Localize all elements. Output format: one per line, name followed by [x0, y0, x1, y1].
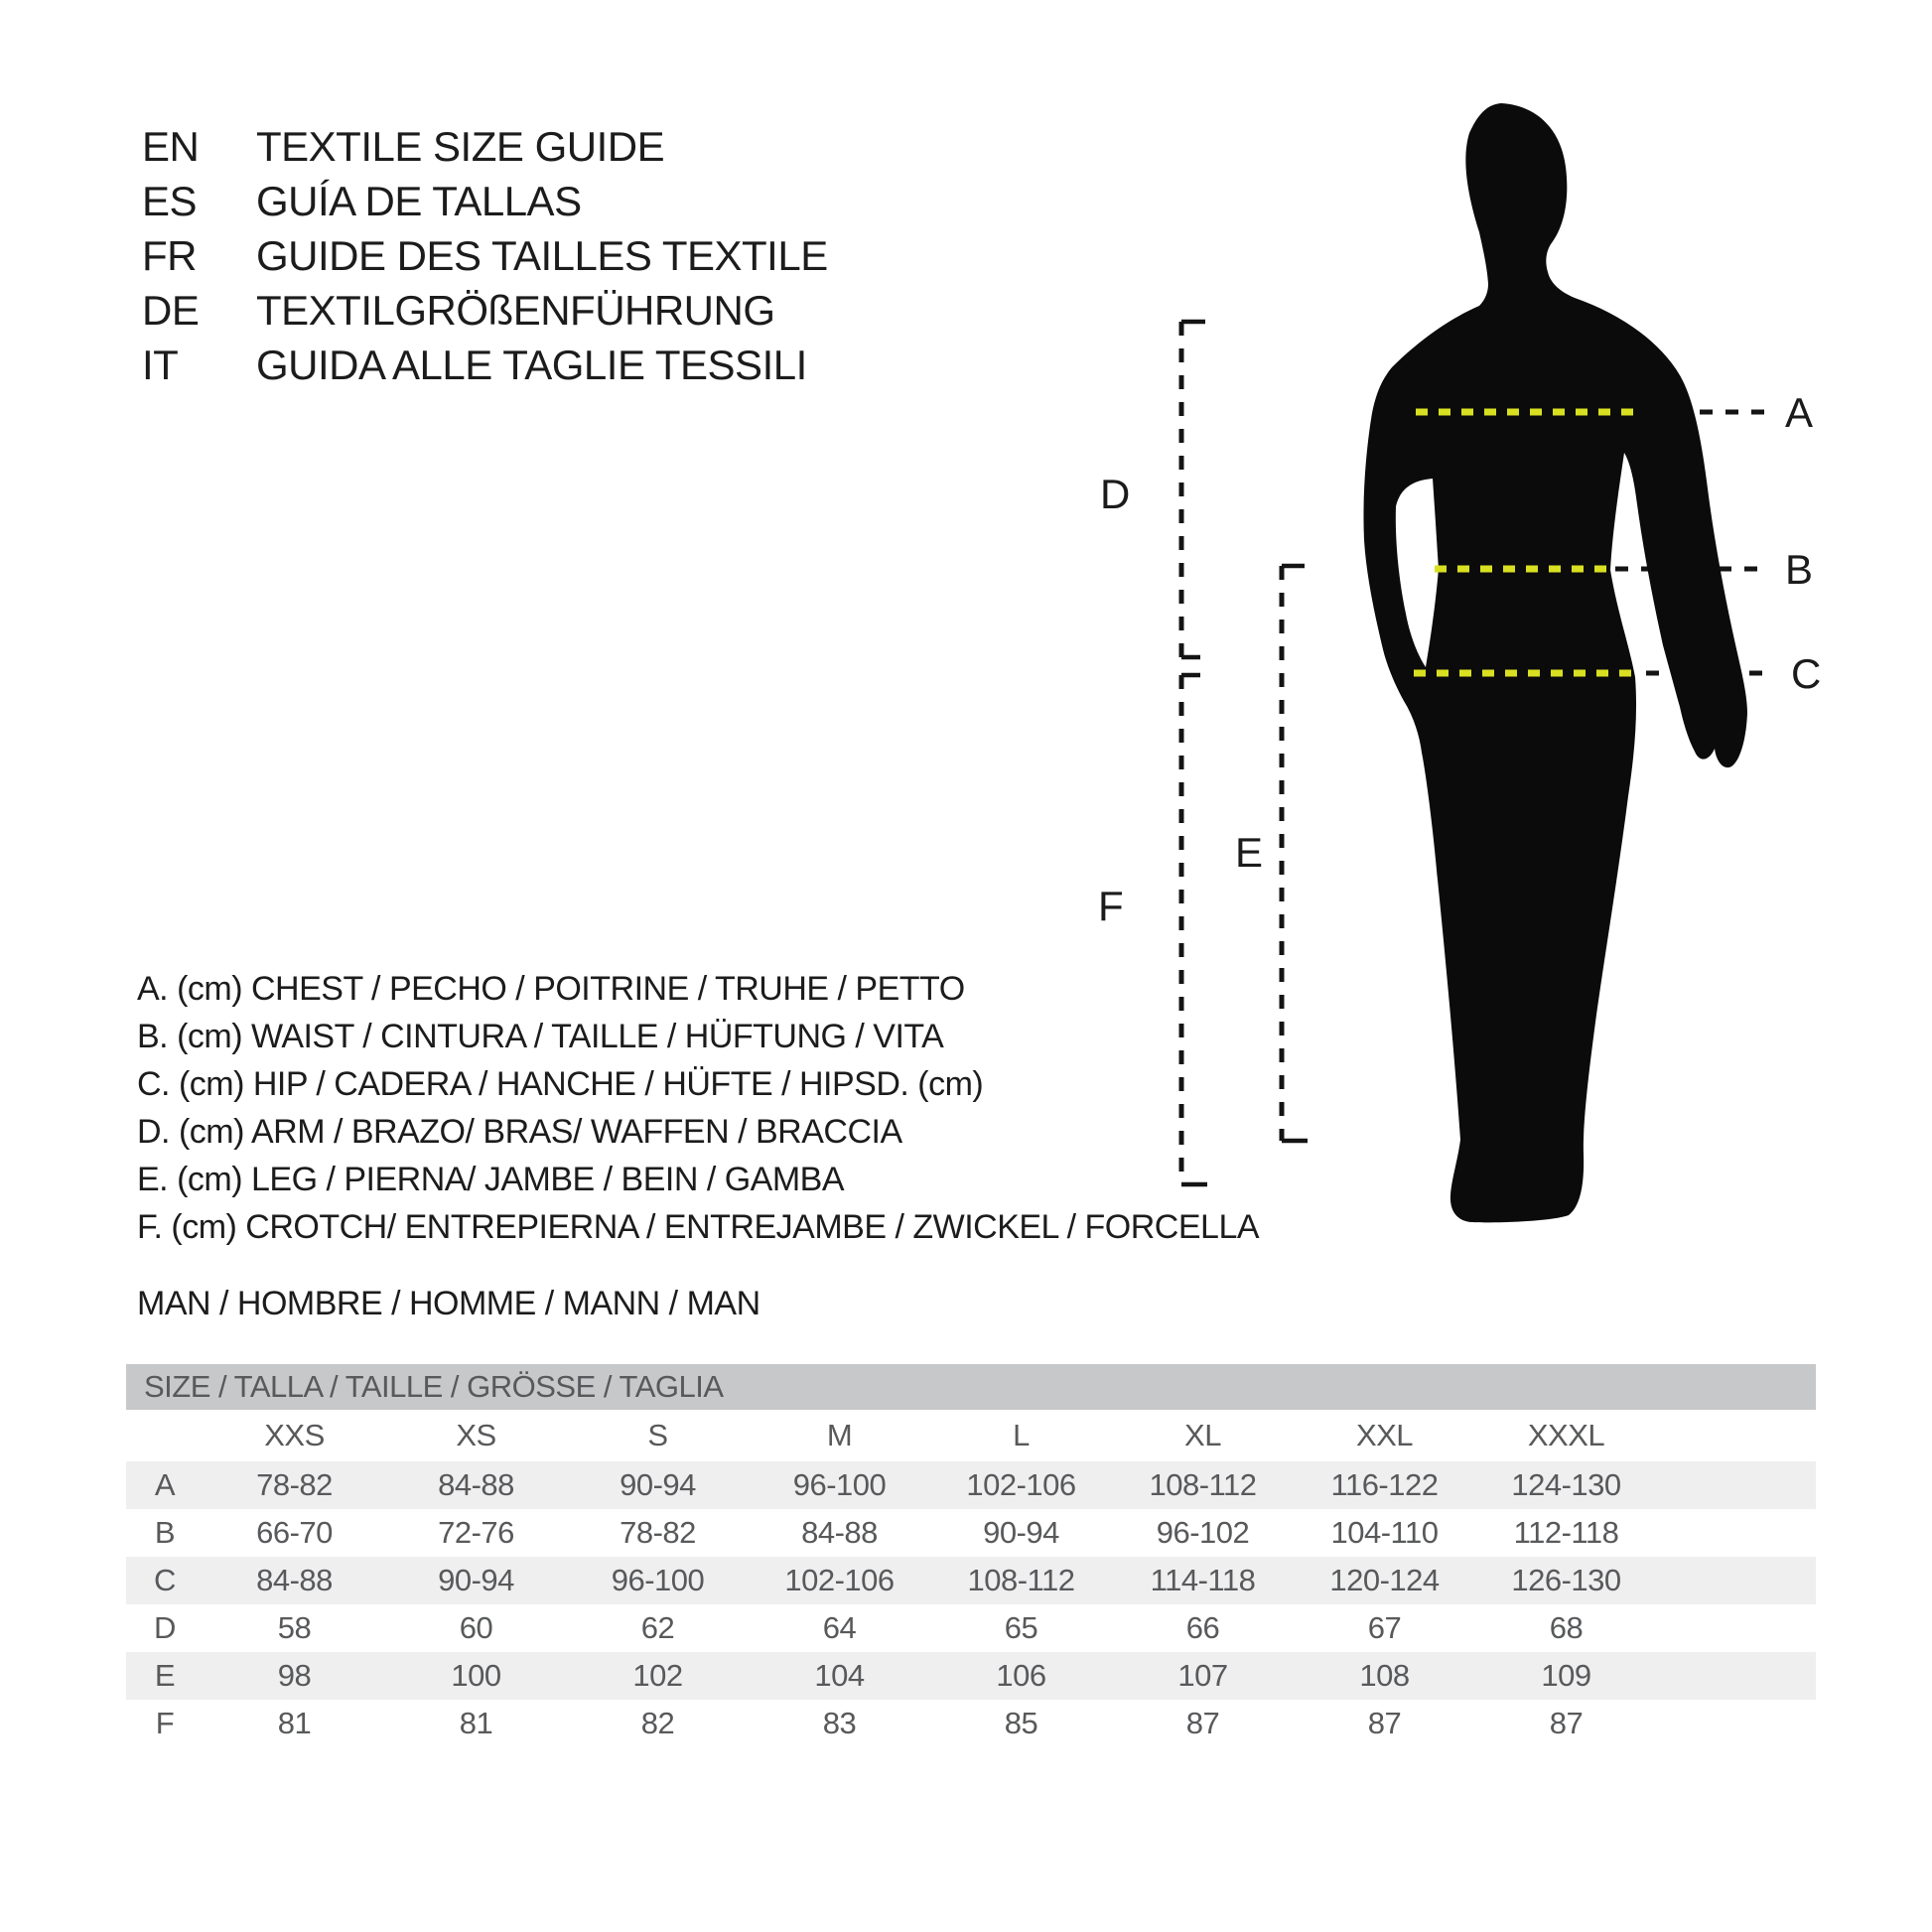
size-cell: 96-100	[611, 1563, 705, 1597]
size-cell: 102-106	[966, 1467, 1076, 1502]
size-table-title: SIZE / TALLA / TAILLE / GRÖSSE / TAGLIA	[144, 1369, 724, 1404]
size-cell: 66-70	[256, 1515, 333, 1550]
size-cell: 87	[1185, 1706, 1220, 1740]
table-row-leg	[126, 1652, 1816, 1700]
size-table-header-band	[126, 1364, 1816, 1410]
measurement-line-c: C. (cm) HIP / CADERA / HANCHE / HÜFTE / HIPSD. (cm)	[137, 1064, 984, 1103]
table-row-hip	[126, 1557, 1816, 1604]
size-cell: 84-88	[438, 1467, 514, 1502]
size-cell: 58	[277, 1610, 312, 1645]
spacer-cell	[1657, 1509, 1816, 1557]
size-cell: 68	[1549, 1610, 1584, 1645]
corner-cell	[126, 1410, 204, 1461]
size-cell: 90-94	[620, 1467, 696, 1502]
arm-measure-line	[1181, 322, 1205, 657]
size-col-header: XXL	[1355, 1418, 1414, 1452]
language-title: GUIDE DES TAILLES TEXTILE	[256, 231, 828, 279]
category-line: MAN / HOMBRE / HOMME / MANN / MAN	[137, 1284, 760, 1322]
size-cell: 84-88	[256, 1563, 333, 1597]
label-crotch: F	[1098, 883, 1124, 929]
size-cell: 109	[1541, 1658, 1591, 1693]
size-cell: 90-94	[983, 1515, 1059, 1550]
language-title: GUIDA ALLE TAGLIE TESSILI	[256, 341, 807, 388]
language-title: TEXTILGRÖßENFÜHRUNG	[256, 286, 775, 334]
size-cell: 87	[1367, 1706, 1402, 1740]
spacer-cell	[1657, 1604, 1816, 1652]
size-cell: 83	[822, 1706, 857, 1740]
spacer-cell	[1657, 1557, 1816, 1604]
size-col-header: M	[826, 1418, 853, 1452]
size-cell: 108-112	[967, 1563, 1075, 1597]
measurement-line-b: B. (cm) WAIST / CINTURA / TAILLE / HÜFTUNG / VITA	[137, 1017, 944, 1055]
size-cell: 66	[1185, 1610, 1220, 1645]
language-title: GUÍA DE TALLAS	[256, 177, 582, 224]
size-cell: 104-110	[1330, 1515, 1439, 1550]
size-cell: 104	[814, 1658, 865, 1693]
language-title: TEXTILE SIZE GUIDE	[256, 122, 665, 170]
size-cell: 67	[1367, 1610, 1402, 1645]
size-cell: 102	[632, 1658, 683, 1693]
size-cell: 81	[277, 1706, 312, 1740]
measurement-line-e: E. (cm) LEG / PIERNA/ JAMBE / BEIN / GAMBA	[137, 1160, 845, 1198]
size-cell: 81	[459, 1706, 493, 1740]
size-col-header: XXS	[264, 1418, 325, 1452]
size-table	[126, 1410, 1816, 1747]
row-label: D	[154, 1610, 176, 1645]
size-col-header: L	[1013, 1418, 1030, 1452]
size-cell: 108-112	[1149, 1467, 1257, 1502]
table-row-waist	[126, 1509, 1816, 1557]
size-cell: 106	[996, 1658, 1046, 1693]
size-col-header: S	[647, 1418, 668, 1452]
language-code: IT	[142, 341, 179, 388]
measurement-line-d: D. (cm) ARM / BRAZO/ BRAS/ WAFFEN / BRACCIA	[137, 1112, 902, 1151]
row-label: A	[154, 1467, 176, 1502]
leg-measure-line	[1282, 566, 1308, 1141]
language-code: ES	[142, 177, 198, 224]
size-cell: 82	[640, 1706, 675, 1740]
size-cell: 114-118	[1150, 1563, 1256, 1597]
size-cell: 84-88	[801, 1515, 878, 1550]
crotch-measure-line	[1181, 675, 1207, 1184]
label-chest: A	[1785, 389, 1813, 436]
label-waist: B	[1785, 546, 1813, 593]
spacer-cell	[1657, 1652, 1816, 1700]
row-label: B	[154, 1515, 176, 1550]
size-cell: 78-82	[256, 1467, 333, 1502]
size-cell: 98	[277, 1658, 312, 1693]
man-silhouette	[1363, 103, 1747, 1222]
size-cell: 116-122	[1330, 1467, 1439, 1502]
measurement-line-a: A. (cm) CHEST / PECHO / POITRINE / TRUHE / PETTO	[137, 969, 965, 1008]
spacer-cell	[1657, 1410, 1816, 1461]
size-cell: 78-82	[620, 1515, 696, 1550]
table-row-chest	[126, 1461, 1816, 1509]
size-cell: 90-94	[438, 1563, 514, 1597]
size-cell: 85	[1004, 1706, 1038, 1740]
measurement-line-f: F. (cm) CROTCH/ ENTREPIERNA / ENTREJAMBE / ZWICKEL / FORCELLA	[137, 1207, 1260, 1246]
size-cell: 62	[640, 1610, 675, 1645]
row-label: F	[155, 1706, 175, 1740]
row-label: C	[154, 1563, 176, 1597]
row-label: E	[154, 1658, 176, 1693]
language-code: EN	[142, 122, 200, 170]
size-col-header: XL	[1184, 1418, 1221, 1452]
label-leg: E	[1235, 829, 1263, 876]
table-row-crotch	[126, 1700, 1816, 1747]
size-cell: 108	[1359, 1658, 1410, 1693]
size-table-section	[126, 1364, 1816, 1747]
size-cell: 72-76	[438, 1515, 514, 1550]
label-arm: D	[1100, 471, 1130, 517]
size-cell: 124-130	[1511, 1467, 1621, 1502]
size-cell: 64	[822, 1610, 857, 1645]
size-cell: 87	[1549, 1706, 1584, 1740]
size-cell: 126-130	[1511, 1563, 1621, 1597]
size-cell: 100	[451, 1658, 501, 1693]
language-code: DE	[142, 286, 200, 334]
size-cell: 112-118	[1513, 1515, 1619, 1550]
language-code: FR	[142, 231, 197, 279]
size-cell: 102-106	[784, 1563, 895, 1597]
spacer-cell	[1657, 1461, 1816, 1509]
size-cell: 96-100	[792, 1467, 887, 1502]
size-header-row	[126, 1410, 1816, 1461]
size-col-header: XXXL	[1527, 1418, 1605, 1452]
spacer-cell	[1657, 1700, 1816, 1747]
size-cell: 60	[459, 1610, 493, 1645]
size-cell: 96-102	[1156, 1515, 1250, 1550]
size-cell: 107	[1177, 1658, 1228, 1693]
table-row-arm	[126, 1604, 1816, 1652]
size-cell: 65	[1004, 1610, 1038, 1645]
size-cell: 120-124	[1329, 1563, 1440, 1597]
label-hip: C	[1791, 650, 1821, 697]
size-col-header: XS	[456, 1418, 496, 1452]
